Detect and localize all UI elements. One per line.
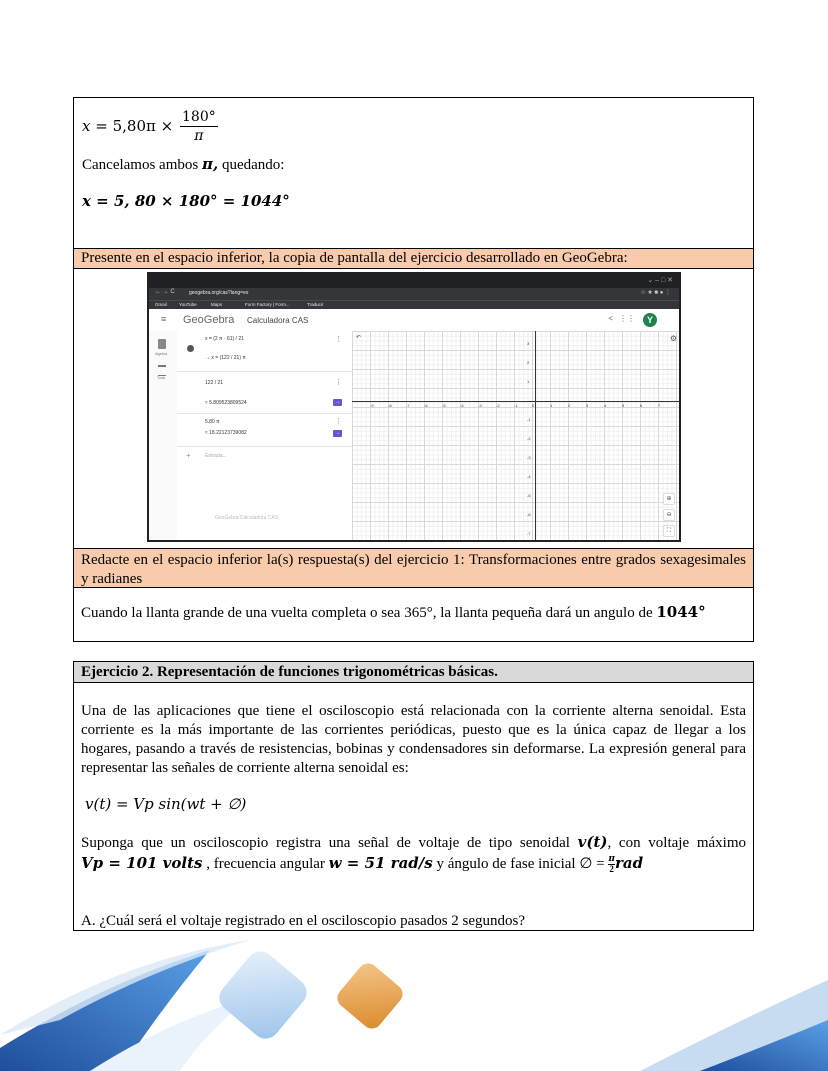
menu-icon: ≡ — [161, 314, 167, 324]
cancel-text: Cancelamos ambos — [82, 157, 202, 173]
zoom-out-icon: ⊖ — [663, 509, 675, 521]
answer-text: Cuando la llanta grande de una vuelta completa o sea 365°, la llanta pequeña dará un angulo de — [81, 605, 657, 621]
x-tick-label: -7 — [406, 403, 410, 408]
bookmark-youtube: YouTube — [179, 302, 197, 307]
eq1-variable: x — [82, 117, 91, 135]
decorative-footer — [0, 940, 828, 1071]
row3-output: ≈ 18.22123739082 — [205, 430, 247, 436]
eq1-denominator: π — [194, 128, 204, 144]
y-tick-label: -4 — [527, 474, 531, 479]
cancel-pi: π, — [201, 155, 219, 173]
graphics-view — [352, 331, 681, 542]
share-icon: < — [608, 314, 613, 323]
x-tick-label: 1 — [550, 403, 553, 408]
x-tick-label: 7 — [658, 403, 661, 408]
browser-actions-icon: ☆ ★ ■ ● ⋮ — [640, 290, 671, 296]
browser-tabbar — [149, 274, 679, 288]
bookmark-formfactory: Form Factory | Form... — [245, 302, 290, 307]
tools-icon — [158, 365, 166, 376]
eq1-fraction — [180, 109, 218, 145]
para2-line1 — [81, 833, 746, 853]
browser-urlbar — [149, 288, 679, 300]
para2-text-d: y ángulo de fase inicial ∅ = — [432, 856, 609, 872]
equation-1 — [82, 109, 218, 144]
cancel-sentence — [82, 155, 284, 175]
geogebra-watermark: GeoGebra Calculadora CAS — [215, 515, 279, 521]
question-a: A. ¿Cuál será el voltaje registrado en el osciloscopio pasados 2 segundos? — [81, 913, 526, 929]
eq1-coefficient: 5,80π — [112, 117, 156, 135]
para2-text-a: Suponga que un osciloscopio registra una señal de voltaje de tipo senoidal — [81, 835, 578, 851]
x-tick-label: 2 — [568, 403, 571, 408]
url-text: geogebra.org/cas?lang=es — [189, 290, 249, 296]
y-tick-label: 3 — [527, 341, 530, 346]
phase-fraction — [608, 855, 615, 874]
row1-input: x = (2 π · 61) / 21 — [205, 336, 244, 342]
x-axis — [352, 401, 681, 402]
x-tick-label: 0 — [532, 403, 535, 408]
x-tick-label: -1 — [514, 403, 518, 408]
y-axis — [535, 331, 536, 542]
y-tick-label: -6 — [527, 512, 531, 517]
zoom-in-icon: ⊕ — [663, 493, 675, 505]
evaluate-arrow-icon: → — [335, 430, 340, 436]
angular-frequency: w = 51 rad/s — [328, 854, 433, 872]
bookmark-translate: Traducir — [307, 302, 324, 307]
y-tick-label: -5 — [527, 493, 531, 498]
orange-diamond-shape — [333, 959, 406, 1032]
para2-text-c: , frecuencia angular — [202, 856, 329, 872]
exercise2-paragraph-2 — [81, 833, 746, 874]
row-menu-icon: ⋮ — [335, 379, 342, 386]
exercise2-paragraph-1: Una de las aplicaciones que tiene el osciloscopio está relacionada con la corriente alterna senoidal. Esta corriente es la más importante de las corrientes periódicas, puesto que es la única capaz de llegar a los hogares, pasando a través de resistencias, bobinas y condensadores sin deformarse. La expresión general para representar las señales de corriente alterna senoidal es: — [81, 703, 746, 776]
eq1-equals: = — [95, 117, 108, 135]
calculator-icon — [158, 339, 166, 349]
algebra-view — [177, 331, 353, 542]
x-tick-label: -2 — [496, 403, 500, 408]
row1-output: → x = (122 / 21) π — [205, 355, 246, 361]
x-tick-label: 6 — [640, 403, 643, 408]
phase-numerator: π — [608, 854, 615, 865]
para2-text-b: , con voltaje máximo — [607, 835, 746, 851]
cancel-rest: quedando: — [218, 157, 285, 173]
row2-input: 122 / 21 — [205, 380, 224, 386]
row2-output: ≈ 5.809523809524 — [205, 400, 247, 406]
y-tick-label: -1 — [527, 417, 531, 422]
x-tick-label: 5 — [622, 403, 625, 408]
algebra-row — [177, 331, 352, 372]
visibility-dot-icon — [187, 345, 194, 352]
x-tick-label: -9 — [370, 403, 374, 408]
plus-icon: + — [186, 451, 191, 460]
fullscreen-icon: ⛶ — [663, 525, 675, 537]
phase-unit: rad — [614, 854, 644, 872]
y-tick-label: -7 — [527, 531, 531, 536]
row-menu-icon: ⋮ — [335, 418, 342, 425]
para2-vt: v(t) — [577, 833, 608, 851]
input-placeholder: Entrada... — [205, 453, 227, 459]
geogebra-header — [149, 309, 679, 332]
avatar: Y — [643, 313, 657, 327]
answer-label: Redacte en el espacio inferior la(s) respuesta(s) del ejercicio 1: Transformaciones entre grados sexagesimales y radianes — [74, 548, 753, 587]
sidebar-label-tools: Tools — [157, 376, 166, 380]
phase-denominator: 2 — [609, 864, 614, 875]
voltage-peak: Vp = 101 volts — [81, 854, 203, 872]
geogebra-brand: GeoGebra — [183, 314, 235, 326]
apps-grid-icon: ⋮⋮ — [619, 314, 635, 323]
input-row — [177, 447, 352, 467]
evaluate-arrow-icon: → — [335, 399, 340, 405]
answer-cell — [74, 587, 753, 641]
geogebra-sidebar — [149, 331, 178, 542]
eq1-numerator: 180° — [182, 109, 216, 125]
y-tick-label: 1 — [527, 379, 530, 384]
x-tick-label: -6 — [424, 403, 428, 408]
algebra-row — [177, 414, 352, 447]
y-tick-label: 2 — [527, 360, 530, 365]
x-tick-label: -3 — [478, 403, 482, 408]
y-tick-label: -3 — [527, 455, 531, 460]
screenshot-label: Presente en el espacio inferior, la copia de pantalla del ejercicio desarrollado en GeoGebra: — [74, 248, 753, 268]
bookmark-gmail: Gmail — [155, 302, 167, 307]
row-menu-icon: ⋮ — [335, 336, 342, 343]
para2-line2 — [81, 854, 746, 874]
settings-gear-icon: ⚙ — [669, 334, 677, 343]
x-tick-label: 4 — [604, 403, 607, 408]
answer-value: 1044° — [656, 603, 706, 621]
light-blue-diamond-shape — [214, 946, 313, 1045]
x-tick-label: 3 — [586, 403, 589, 408]
app-title: Calculadora CAS — [247, 316, 309, 325]
exercise2-table — [73, 661, 754, 931]
window-controls-icon: ⌄ – □ ✕ — [647, 277, 673, 284]
work-cell — [74, 98, 753, 248]
exercise2-title: Ejercicio 2. Representación de funciones trigonométricas básicas. — [74, 662, 753, 683]
row3-input: 5.80 π — [205, 419, 220, 425]
nav-arrows-icon: ← → C — [155, 289, 175, 295]
x-tick-label: -4 — [460, 403, 464, 408]
y-tick-label: -2 — [527, 436, 531, 441]
x-tick-label: -5 — [442, 403, 446, 408]
algebra-row — [177, 372, 352, 414]
equation-2: x = 5, 80 × 180° = 1044° — [82, 192, 290, 210]
bookmark-maps: Maps — [211, 302, 223, 307]
undo-icon: ↶ — [356, 335, 362, 341]
x-tick-label: -8 — [388, 403, 392, 408]
eq1-times: × — [160, 117, 174, 135]
sidebar-label-algebra: Algebra — [155, 352, 168, 356]
formula: v(t) = Vp sin(wt + ∅) — [85, 795, 247, 813]
geogebra-screenshot — [147, 272, 681, 542]
